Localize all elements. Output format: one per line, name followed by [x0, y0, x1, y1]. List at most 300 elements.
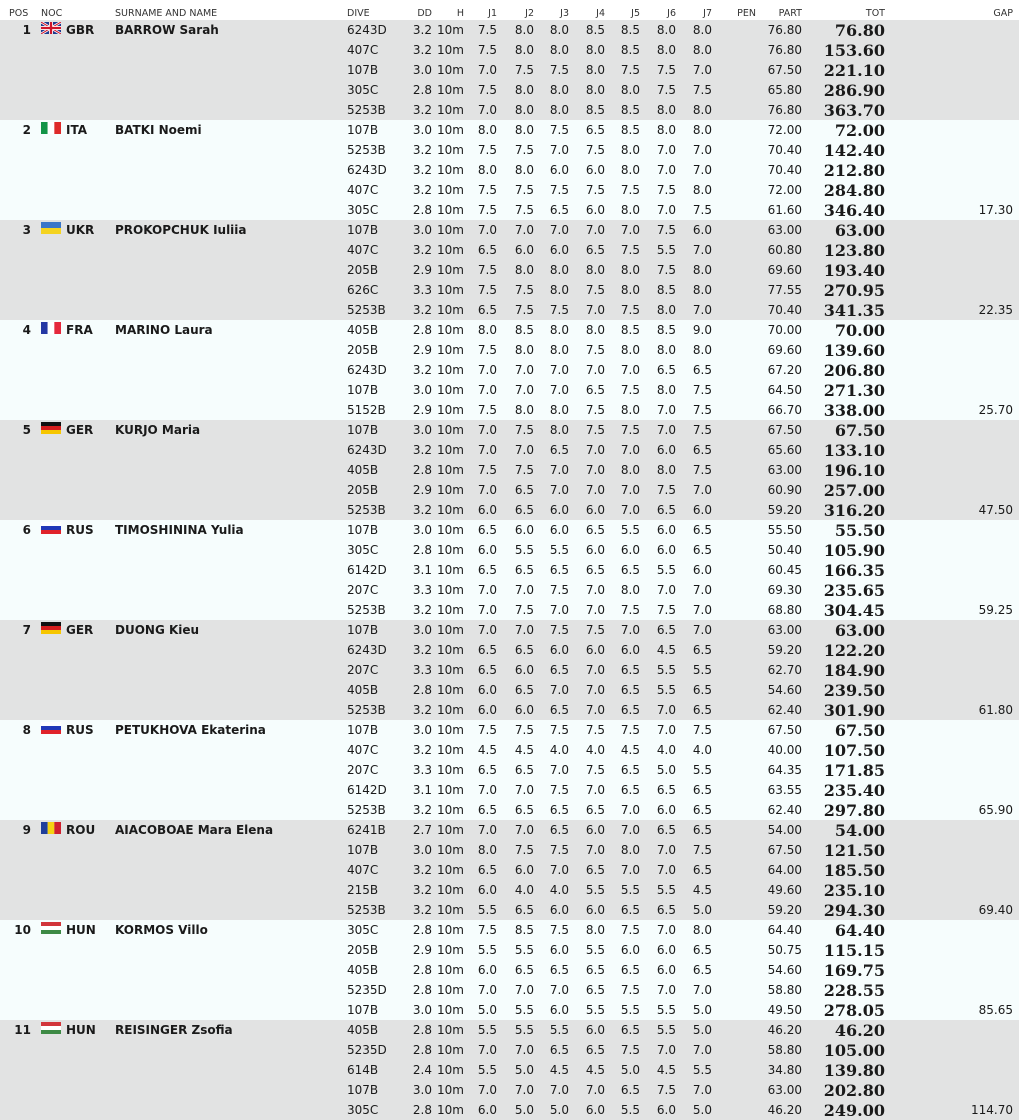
partial-score: 64.40	[767, 923, 802, 937]
judge-score: 5.5	[692, 763, 712, 777]
rank: 7	[22, 623, 31, 637]
athlete-group	[0, 520, 1019, 620]
rank: 3	[22, 223, 31, 237]
athlete-name: TIMOSHININA Yulia	[115, 523, 244, 537]
judge-score: 6.5	[585, 523, 605, 537]
total-score: 196.10	[823, 461, 885, 480]
judge-score: 6.5	[585, 983, 605, 997]
dive-code: 305C	[347, 203, 379, 217]
gap-value: 114.70	[971, 1103, 1013, 1117]
partial-score: 67.50	[767, 423, 802, 437]
judge-score: 5.5	[585, 883, 605, 897]
judge-score: 7.5	[549, 183, 569, 197]
noc-code: GER	[66, 423, 94, 437]
athlete-group	[0, 220, 1019, 320]
col-j3-header: J3	[560, 8, 569, 19]
judge-score: 7.5	[477, 923, 497, 937]
height: 10m	[437, 123, 464, 137]
judge-score: 8.5	[656, 323, 676, 337]
rank: 10	[14, 923, 31, 937]
judge-score: 8.0	[620, 143, 640, 157]
judge-score: 7.5	[585, 343, 605, 357]
table-row	[0, 600, 1019, 620]
judge-score: 7.5	[692, 463, 712, 477]
judge-score: 6.5	[692, 863, 712, 877]
height: 10m	[437, 283, 464, 297]
judge-score: 6.5	[549, 443, 569, 457]
difficulty: 2.8	[412, 543, 432, 557]
judge-score: 8.0	[656, 123, 676, 137]
judge-score: 4.5	[514, 743, 534, 757]
difficulty: 3.2	[412, 503, 432, 517]
athlete-name: MARINO Laura	[115, 323, 213, 337]
judge-score: 5.5	[692, 663, 712, 677]
judge-score: 8.0	[620, 403, 640, 417]
judge-score: 7.5	[585, 183, 605, 197]
judge-score: 6.0	[620, 943, 640, 957]
judge-score: 7.0	[585, 783, 605, 797]
judge-score: 6.0	[585, 643, 605, 657]
judge-score: 7.5	[620, 603, 640, 617]
judge-score: 7.5	[692, 423, 712, 437]
judge-score: 6.5	[585, 563, 605, 577]
difficulty: 2.9	[412, 943, 432, 957]
dive-code: 107B	[347, 63, 379, 77]
judge-score: 7.0	[620, 363, 640, 377]
judge-score: 6.5	[620, 783, 640, 797]
col-j5-header: J5	[631, 8, 640, 19]
height: 10m	[437, 723, 464, 737]
partial-score: 62.40	[767, 703, 802, 717]
judge-score: 7.0	[514, 983, 534, 997]
table-row	[0, 480, 1019, 500]
judge-score: 6.0	[514, 703, 534, 717]
partial-score: 59.20	[767, 503, 802, 517]
judge-score: 7.5	[549, 783, 569, 797]
table-row	[0, 1040, 1019, 1060]
partial-score: 67.20	[767, 363, 802, 377]
total-score: 63.00	[834, 221, 885, 240]
judge-score: 7.0	[656, 163, 676, 177]
partial-score: 34.80	[767, 1063, 802, 1077]
partial-score: 72.00	[767, 123, 802, 137]
rus-flag-icon	[41, 522, 61, 534]
fra-flag-icon	[41, 322, 61, 334]
height: 10m	[437, 1023, 464, 1037]
judge-score: 7.5	[514, 603, 534, 617]
table-row	[0, 280, 1019, 300]
dive-code: 107B	[347, 523, 379, 537]
dive-code: 205B	[347, 343, 379, 357]
judge-score: 8.0	[620, 283, 640, 297]
judge-score: 7.0	[514, 783, 534, 797]
judge-score: 7.5	[585, 623, 605, 637]
athlete-group	[0, 120, 1019, 220]
difficulty: 2.8	[412, 983, 432, 997]
difficulty: 3.0	[412, 223, 432, 237]
judge-score: 7.5	[514, 143, 534, 157]
gap-value: 59.25	[978, 603, 1013, 617]
table-row	[0, 860, 1019, 880]
table-row	[0, 580, 1019, 600]
height: 10m	[437, 643, 464, 657]
dive-code: 6243D	[347, 443, 387, 457]
difficulty: 3.2	[412, 363, 432, 377]
judge-score: 5.5	[585, 943, 605, 957]
judge-score: 7.0	[692, 243, 712, 257]
noc-code: GBR	[66, 23, 95, 37]
dive-code: 305C	[347, 543, 379, 557]
judge-score: 6.5	[477, 643, 497, 657]
judge-score: 7.5	[477, 343, 497, 357]
total-score: 133.10	[823, 441, 885, 460]
judge-score: 6.0	[656, 523, 676, 537]
table-row	[0, 960, 1019, 980]
athlete-name: KURJO Maria	[115, 423, 201, 437]
judge-score: 6.5	[656, 823, 676, 837]
table-row	[0, 20, 1019, 40]
difficulty: 3.0	[412, 1083, 432, 1097]
height: 10m	[437, 663, 464, 677]
judge-score: 6.0	[549, 643, 569, 657]
partial-score: 54.60	[767, 683, 802, 697]
height: 10m	[437, 983, 464, 997]
total-score: 294.30	[823, 901, 885, 920]
table-row	[0, 900, 1019, 920]
judge-score: 7.5	[514, 843, 534, 857]
judge-score: 7.5	[585, 763, 605, 777]
table-row	[0, 1060, 1019, 1080]
height: 10m	[437, 243, 464, 257]
hun-flag-icon	[41, 1022, 61, 1034]
total-score: 346.40	[823, 201, 885, 220]
gap-value: 17.30	[978, 203, 1013, 217]
judge-score: 7.0	[692, 143, 712, 157]
partial-score: 67.50	[767, 63, 802, 77]
col-j1-header: J1	[488, 8, 497, 19]
judge-score: 7.0	[514, 583, 534, 597]
partial-score: 69.60	[767, 343, 802, 357]
judge-score: 7.5	[477, 263, 497, 277]
judge-score: 6.0	[585, 203, 605, 217]
judge-score: 7.0	[585, 483, 605, 497]
table-row	[0, 800, 1019, 820]
rank: 4	[22, 323, 31, 337]
judge-score: 6.0	[549, 903, 569, 917]
difficulty: 2.9	[412, 483, 432, 497]
judge-score: 6.5	[585, 383, 605, 397]
judge-score: 7.5	[514, 283, 534, 297]
height: 10m	[437, 63, 464, 77]
partial-score: 63.00	[767, 223, 802, 237]
total-score: 316.20	[823, 501, 885, 520]
judge-score: 6.5	[477, 663, 497, 677]
table-row	[0, 680, 1019, 700]
partial-score: 70.40	[767, 303, 802, 317]
dive-code: 205B	[347, 263, 379, 277]
difficulty: 3.0	[412, 383, 432, 397]
dive-code: 405B	[347, 323, 379, 337]
judge-score: 8.0	[620, 343, 640, 357]
judge-score: 5.5	[477, 903, 497, 917]
judge-score: 7.0	[477, 983, 497, 997]
difficulty: 3.2	[412, 23, 432, 37]
partial-score: 64.00	[767, 863, 802, 877]
height: 10m	[437, 143, 464, 157]
table-row	[0, 540, 1019, 560]
judge-score: 7.0	[585, 223, 605, 237]
athlete-name: PROKOPCHUK Iuliia	[115, 223, 247, 237]
judge-score: 7.0	[585, 443, 605, 457]
judge-score: 8.0	[656, 103, 676, 117]
table-row	[0, 300, 1019, 320]
judge-score: 7.0	[656, 143, 676, 157]
judge-score: 8.0	[585, 923, 605, 937]
dive-code: 5253B	[347, 103, 386, 117]
difficulty: 2.4	[412, 1063, 432, 1077]
difficulty: 2.8	[412, 1043, 432, 1057]
total-score: 297.80	[823, 801, 885, 820]
dive-code: 205B	[347, 483, 379, 497]
judge-score: 8.0	[549, 83, 569, 97]
height: 10m	[437, 223, 464, 237]
judge-score: 6.5	[620, 903, 640, 917]
height: 10m	[437, 943, 464, 957]
judge-score: 7.0	[692, 63, 712, 77]
judge-score: 6.0	[656, 443, 676, 457]
judge-score: 9.0	[692, 323, 712, 337]
difficulty: 3.2	[412, 143, 432, 157]
judge-score: 5.5	[477, 943, 497, 957]
partial-score: 63.00	[767, 463, 802, 477]
judge-score: 4.0	[514, 883, 534, 897]
judge-score: 7.0	[620, 223, 640, 237]
judge-score: 6.0	[656, 543, 676, 557]
dive-code: 215B	[347, 883, 379, 897]
ger-flag-icon	[41, 422, 61, 434]
judge-score: 7.5	[692, 203, 712, 217]
judge-score: 6.5	[514, 503, 534, 517]
judge-score: 5.5	[656, 243, 676, 257]
judge-score: 8.0	[620, 583, 640, 597]
judge-score: 5.5	[620, 883, 640, 897]
judge-score: 7.0	[514, 363, 534, 377]
judge-score: 6.0	[514, 243, 534, 257]
judge-score: 6.0	[514, 663, 534, 677]
judge-score: 6.0	[585, 1023, 605, 1037]
table-row	[0, 620, 1019, 640]
total-score: 76.80	[834, 21, 885, 40]
noc-code: HUN	[66, 1023, 96, 1037]
dive-code: 107B	[347, 123, 379, 137]
judge-score: 7.0	[549, 383, 569, 397]
difficulty: 3.2	[412, 103, 432, 117]
dive-code: 6142D	[347, 563, 387, 577]
height: 10m	[437, 563, 464, 577]
height: 10m	[437, 83, 464, 97]
judge-score: 6.0	[656, 1103, 676, 1117]
judge-score: 7.0	[656, 703, 676, 717]
partial-score: 70.40	[767, 143, 802, 157]
judge-score: 6.5	[620, 703, 640, 717]
total-score: 228.55	[823, 981, 885, 1000]
partial-score: 63.00	[767, 623, 802, 637]
judge-score: 5.5	[514, 1023, 534, 1037]
judge-score: 7.5	[656, 63, 676, 77]
col-j7-header: J7	[703, 8, 712, 19]
rank: 1	[22, 23, 31, 37]
athlete-name: PETUKHOVA Ekaterina	[115, 723, 266, 737]
difficulty: 3.2	[412, 43, 432, 57]
partial-score: 60.80	[767, 243, 802, 257]
judge-score: 8.0	[514, 103, 534, 117]
total-score: 121.50	[823, 841, 885, 860]
judge-score: 4.5	[656, 1063, 676, 1077]
judge-score: 7.5	[549, 623, 569, 637]
dive-code: 107B	[347, 1003, 379, 1017]
judge-score: 7.0	[585, 363, 605, 377]
table-row	[0, 920, 1019, 940]
height: 10m	[437, 783, 464, 797]
judge-score: 6.5	[477, 803, 497, 817]
partial-score: 65.80	[767, 83, 802, 97]
judge-score: 5.5	[656, 663, 676, 677]
table-row	[0, 140, 1019, 160]
judge-score: 7.0	[514, 823, 534, 837]
judge-score: 7.0	[477, 63, 497, 77]
dive-code: 207C	[347, 663, 379, 677]
judge-score: 7.5	[549, 583, 569, 597]
difficulty: 3.2	[412, 243, 432, 257]
judge-score: 7.0	[549, 463, 569, 477]
gap-value: 61.80	[978, 703, 1013, 717]
total-score: 64.40	[834, 921, 885, 940]
judge-score: 7.5	[656, 263, 676, 277]
table-row	[0, 60, 1019, 80]
judge-score: 8.0	[477, 163, 497, 177]
dive-code: 407C	[347, 43, 379, 57]
dive-code: 305C	[347, 923, 379, 937]
table-row	[0, 700, 1019, 720]
judge-score: 7.5	[692, 723, 712, 737]
judge-score: 6.5	[549, 563, 569, 577]
judge-score: 7.0	[692, 1043, 712, 1057]
total-score: 171.85	[823, 761, 885, 780]
judge-score: 6.0	[477, 703, 497, 717]
dive-code: 407C	[347, 183, 379, 197]
table-row	[0, 980, 1019, 1000]
judge-score: 7.0	[549, 763, 569, 777]
judge-score: 7.0	[620, 623, 640, 637]
table-row	[0, 740, 1019, 760]
judge-score: 6.5	[692, 363, 712, 377]
judge-score: 8.5	[620, 103, 640, 117]
judge-score: 7.5	[477, 183, 497, 197]
judge-score: 8.0	[656, 343, 676, 357]
judge-score: 7.5	[514, 423, 534, 437]
rank: 8	[22, 723, 31, 737]
ukr-flag-icon	[41, 222, 61, 234]
judge-score: 7.0	[477, 223, 497, 237]
height: 10m	[437, 1103, 464, 1117]
judge-score: 7.0	[477, 103, 497, 117]
total-score: 169.75	[823, 961, 885, 980]
judge-score: 8.0	[620, 463, 640, 477]
judge-score: 8.5	[585, 103, 605, 117]
judge-score: 6.5	[477, 563, 497, 577]
table-row	[0, 1080, 1019, 1100]
judge-score: 8.0	[549, 263, 569, 277]
dive-code: 5253B	[347, 703, 386, 717]
judge-score: 6.5	[692, 683, 712, 697]
table-row	[0, 400, 1019, 420]
judge-score: 7.0	[585, 583, 605, 597]
partial-score: 76.80	[767, 43, 802, 57]
judge-score: 7.0	[477, 823, 497, 837]
judge-score: 6.5	[692, 643, 712, 657]
partial-score: 67.50	[767, 843, 802, 857]
judge-score: 5.0	[692, 1103, 712, 1117]
judge-score: 6.0	[656, 963, 676, 977]
judge-score: 6.5	[477, 303, 497, 317]
judge-score: 6.5	[549, 803, 569, 817]
judge-score: 6.5	[656, 783, 676, 797]
judge-score: 7.5	[620, 1043, 640, 1057]
partial-score: 70.00	[767, 323, 802, 337]
judge-score: 6.5	[692, 943, 712, 957]
judge-score: 6.5	[692, 543, 712, 557]
judge-score: 7.0	[477, 443, 497, 457]
partial-score: 59.20	[767, 643, 802, 657]
total-score: 122.20	[823, 641, 885, 660]
col-part-header: PART	[778, 8, 802, 19]
height: 10m	[437, 763, 464, 777]
judge-score: 7.0	[656, 403, 676, 417]
difficulty: 3.2	[412, 643, 432, 657]
difficulty: 3.2	[412, 803, 432, 817]
dive-code: 5253B	[347, 143, 386, 157]
judge-score: 7.0	[692, 163, 712, 177]
difficulty: 3.1	[412, 783, 432, 797]
judge-score: 6.5	[549, 663, 569, 677]
judge-score: 6.0	[477, 503, 497, 517]
judge-score: 6.0	[549, 243, 569, 257]
partial-score: 49.60	[767, 883, 802, 897]
dive-code: 407C	[347, 743, 379, 757]
athlete-name: KORMOS Villo	[115, 923, 208, 937]
height: 10m	[437, 203, 464, 217]
judge-score: 7.5	[620, 923, 640, 937]
difficulty: 3.0	[412, 623, 432, 637]
judge-score: 8.0	[692, 123, 712, 137]
difficulty: 3.2	[412, 863, 432, 877]
height: 10m	[437, 743, 464, 757]
judge-score: 7.5	[549, 303, 569, 317]
gap-value: 25.70	[978, 403, 1013, 417]
judge-score: 7.0	[549, 363, 569, 377]
judge-score: 8.0	[692, 263, 712, 277]
total-score: 70.00	[834, 321, 885, 340]
judge-score: 7.5	[514, 203, 534, 217]
col-pen-header: PEN	[737, 8, 756, 19]
judge-score: 8.0	[692, 23, 712, 37]
judge-score: 6.5	[514, 903, 534, 917]
gap-value: 85.65	[978, 1003, 1013, 1017]
judge-score: 7.0	[477, 483, 497, 497]
height: 10m	[437, 843, 464, 857]
judge-score: 6.5	[549, 823, 569, 837]
rank: 9	[22, 823, 31, 837]
